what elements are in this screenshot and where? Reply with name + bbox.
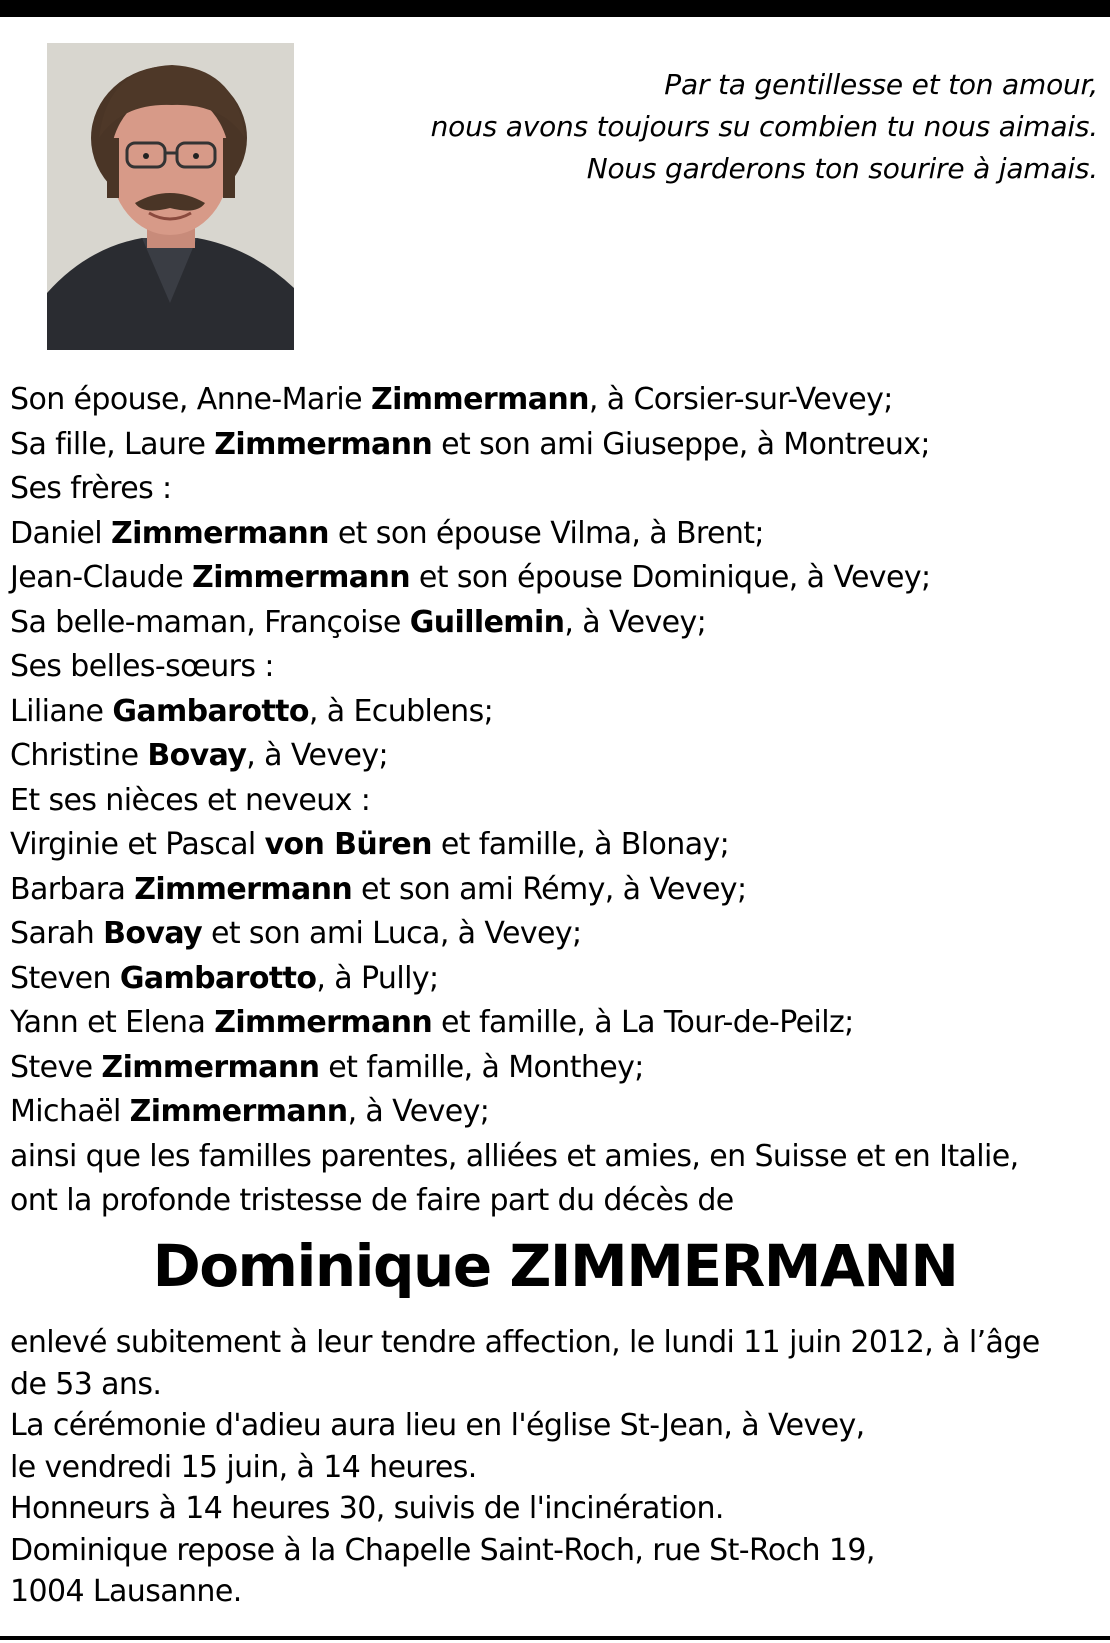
family-line: ont la profonde tristesse de faire part du décès de	[10, 1183, 734, 1218]
deceased-name: Dominique ZIMMERMANN	[152, 1232, 958, 1300]
family-line: Michaël Zimmermann, à Vevey;	[10, 1094, 490, 1129]
family-line: Christine Bovay, à Vevey;	[10, 738, 389, 773]
top-border	[0, 0, 1110, 17]
notice-line: le vendredi 15 juin, à 14 heures.	[10, 1449, 477, 1485]
family-line: Virginie et Pascal von Büren et famille, à Blonay;	[10, 827, 730, 862]
family-line: Liliane Gambarotto, à Ecublens;	[10, 693, 494, 729]
family-line: Steven Gambarotto, à Pully;	[10, 960, 439, 996]
epitaph-quote	[338, 64, 1098, 190]
quote-line: Par ta gentillesse et ton amour,	[664, 68, 1098, 101]
notice-line: 1004 Lausanne.	[10, 1574, 242, 1609]
notice-line: La cérémonie d'adieu aura lieu en l'église St-Jean, à Vevey,	[10, 1408, 865, 1443]
notice-line: de 53 ans.	[10, 1366, 162, 1402]
family-line: ainsi que les familles parentes, alliées et amies, en Suisse et en Italie,	[10, 1138, 1019, 1174]
family-line: Ses belles-sœurs :	[10, 649, 274, 684]
family-line: Daniel Zimmermann et son épouse Vilma, à Brent;	[10, 515, 764, 551]
quote-line: Nous garderons ton sourire à jamais.	[586, 152, 1098, 185]
family-line: Sa fille, Laure Zimmermann et son ami Giuseppe, à Montreux;	[10, 426, 930, 462]
family-line: Et ses nièces et neveux :	[10, 782, 371, 818]
family-line: Sa belle-maman, Françoise Guillemin, à Vevey;	[10, 604, 707, 640]
portrait-illustration	[47, 43, 294, 350]
bottom-border	[0, 1636, 1110, 1640]
family-line: Barbara Zimmermann et son ami Rémy, à Vevey;	[10, 871, 747, 907]
family-line: Son épouse, Anne-Marie Zimmermann, à Corsier-sur-Vevey;	[10, 382, 893, 417]
family-line: Steve Zimmermann et famille, à Monthey;	[10, 1049, 644, 1085]
family-line: Sarah Bovay et son ami Luca, à Vevey;	[10, 916, 582, 951]
family-line: Yann et Elena Zimmermann et famille, à La Tour-de-Peilz;	[10, 1005, 854, 1040]
portrait-photo	[47, 43, 294, 350]
notice-line: Honneurs à 14 heures 30, suivis de l'incinération.	[10, 1491, 724, 1526]
family-line: Jean-Claude Zimmermann et son épouse Dominique, à Vevey;	[10, 560, 931, 595]
family-line: Ses frères :	[10, 471, 172, 506]
notice-line: enlevé subitement à leur tendre affection, le lundi 11 juin 2012, à l’âge	[10, 1325, 1040, 1360]
notice-line: Dominique repose à la Chapelle Saint-Roch, rue St-Roch 19,	[10, 1532, 875, 1568]
funeral-notice	[10, 1322, 1100, 1613]
family-list	[10, 378, 1100, 1224]
quote-line: nous avons toujours su combien tu nous aimais.	[430, 110, 1098, 143]
